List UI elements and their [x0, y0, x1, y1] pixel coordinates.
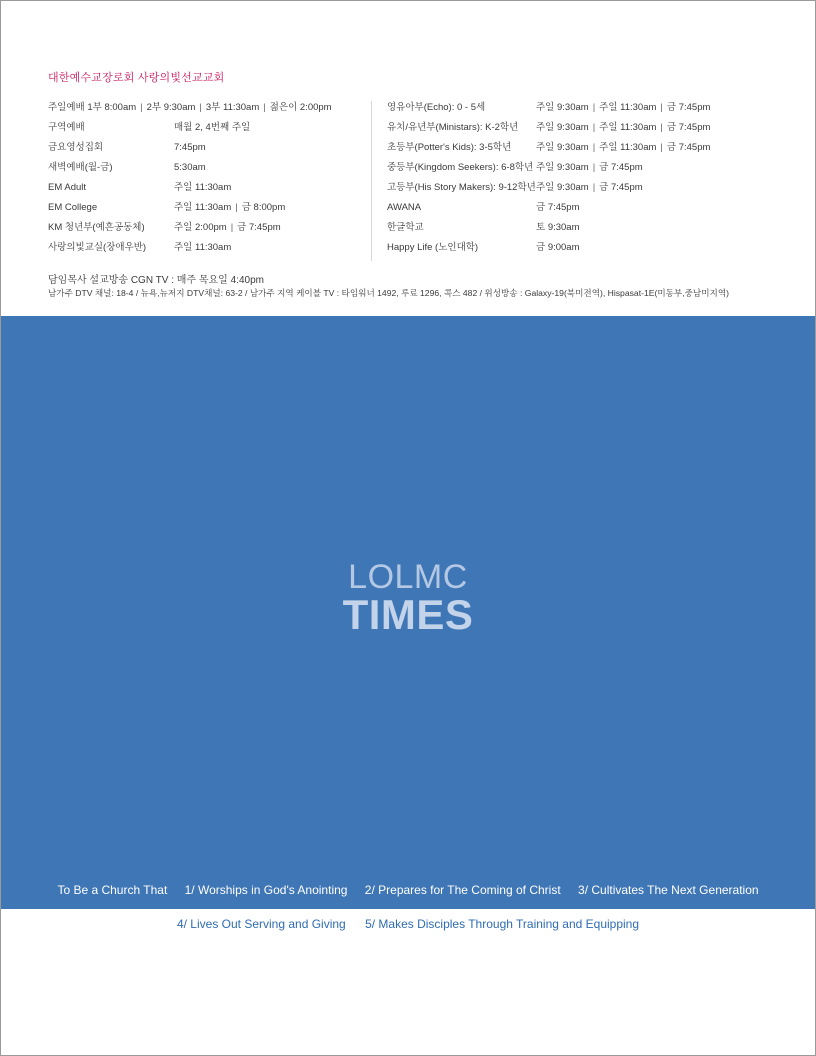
- schedule-times: [536, 141, 710, 161]
- logo-line-2: TIMES: [342, 591, 474, 638]
- separator: |: [592, 102, 596, 113]
- schedule-time: 주일 2:00pm: [174, 222, 227, 233]
- schedule-time: 금 7:45pm: [599, 182, 643, 193]
- cover-band: [1, 316, 815, 909]
- schedule-time: 금 7:45pm: [237, 222, 281, 233]
- schedule-time: 금 7:45pm: [666, 122, 711, 133]
- schedule-label: 초등부(Potter's Kids): 3-5학년: [387, 142, 512, 153]
- schedule-times: [174, 241, 231, 261]
- schedule-time: 금 9:00am: [536, 242, 580, 253]
- schedule-label: 영유아부(Echo): 0 - 5세: [387, 102, 486, 113]
- separator: |: [199, 102, 202, 113]
- mission-line-1: [1, 883, 815, 897]
- schedule-row: [387, 221, 787, 241]
- schedule-time: 주일 9:30am: [536, 102, 589, 113]
- schedule-time: 금 8:00pm: [241, 202, 286, 213]
- separator: |: [592, 162, 596, 173]
- schedule-row: [387, 241, 787, 261]
- schedule-row: [387, 101, 787, 121]
- schedule-times: [87, 101, 331, 121]
- schedule-time: 주일 9:30am: [536, 142, 589, 153]
- services-right: [387, 101, 787, 261]
- schedule-time: 5:30am: [174, 162, 206, 173]
- mission-line-2: [0, 917, 816, 931]
- separator: |: [263, 102, 266, 113]
- schedule-label: 주일예배: [48, 102, 85, 113]
- schedule-time: 주일 9:30am: [536, 122, 589, 133]
- schedule-times: [174, 221, 281, 241]
- separator: |: [660, 102, 663, 113]
- broadcast-info: 담임목사 설교방송 CGN TV : 매주 목요일 4:40pm: [48, 275, 264, 286]
- schedule-times: [536, 181, 643, 201]
- separator: |: [235, 202, 238, 213]
- schedule-row: [48, 181, 368, 201]
- schedule-time: 금 7:45pm: [536, 202, 580, 213]
- separator: |: [230, 222, 234, 233]
- schedule-label: AWANA: [387, 202, 422, 213]
- schedule-time: 1부 8:00am: [87, 102, 137, 113]
- schedule-row: [387, 181, 787, 201]
- schedule-times: [536, 221, 580, 241]
- church-name: 대한예수교장로회 사랑의빛선교교회: [48, 72, 225, 84]
- schedule-times: [174, 121, 250, 141]
- channel-info: 남가주 DTV 채널: 18-4 / 뉴욕,뉴저지 DTV채널: 63-2 / 남가주 지역 케이블 TV : 타임워너 1492, 루료 1296, 콕스 482 / 위성방송 : Galaxy-19(북미전역), Hispasat-1E(미동부,중남미지역): [48, 288, 729, 298]
- separator: |: [592, 182, 596, 193]
- schedule-time: 주일 11:30am: [174, 202, 232, 213]
- schedule-label: 유치/유년부(Ministars): K-2학년: [387, 122, 519, 133]
- schedule-times: [174, 161, 206, 181]
- schedule-time: 2부 9:30am: [146, 102, 196, 113]
- schedule-row: [48, 241, 368, 261]
- mission-item: 5/ Makes Disciples Through Training and Equipping: [365, 917, 640, 931]
- schedule-times: [536, 201, 580, 221]
- schedule-time: 매월 2, 4번째 주일: [174, 122, 251, 133]
- schedule-time: 7:45pm: [174, 142, 206, 153]
- mission-intro: To Be a Church That: [57, 883, 168, 897]
- mission-item: 3/ Cultivates The Next Generation: [578, 883, 759, 897]
- schedule-row: [48, 121, 368, 141]
- separator: |: [592, 142, 596, 153]
- schedule-row: [48, 201, 368, 221]
- schedule-times: [536, 241, 580, 261]
- schedule-label: 새벽예배(월-금): [48, 162, 113, 173]
- schedule-row: [48, 161, 368, 181]
- schedule-times: [536, 101, 710, 121]
- schedule-time: 3부 11:30am: [205, 102, 260, 113]
- schedule-times: [174, 181, 231, 201]
- schedule-time: 금 7:45pm: [599, 162, 643, 173]
- schedule-times: [536, 161, 643, 181]
- schedule-time: 주일 9:30am: [536, 162, 589, 173]
- schedule-row: [387, 161, 787, 181]
- schedule-label: 한글학교: [387, 222, 424, 233]
- schedule-time: 금 7:45pm: [666, 142, 711, 153]
- schedule-label: 금요영성집회: [48, 142, 104, 153]
- mission-item: 1/ Worships in God's Anointing: [184, 883, 348, 897]
- schedule-time: 주일 11:30am: [599, 122, 657, 133]
- schedule-row: [48, 141, 368, 161]
- separator: |: [660, 142, 663, 153]
- separator: |: [660, 122, 663, 133]
- mission-item: 2/ Prepares for The Coming of Christ: [364, 883, 561, 897]
- schedule-time: 주일 11:30am: [599, 142, 657, 153]
- schedule-row: [387, 121, 787, 141]
- schedule-label: Happy Life (노인대학): [387, 242, 479, 253]
- separator: |: [592, 122, 596, 133]
- logo-line-1: LOLMC: [348, 558, 468, 596]
- schedule-time: 주일 11:30am: [599, 102, 657, 113]
- schedule-time: 젊은이 2:00pm: [269, 102, 332, 113]
- schedule-times: [174, 201, 285, 221]
- schedule-times: [536, 121, 710, 141]
- services-left: [48, 101, 368, 261]
- column-divider: [371, 101, 372, 261]
- separator: |: [140, 102, 143, 113]
- schedule-time: 토 9:30am: [536, 222, 580, 233]
- schedule-row: [48, 221, 368, 241]
- schedule-time: 금 7:45pm: [666, 102, 711, 113]
- schedule-time: 주일 11:30am: [174, 182, 232, 193]
- schedule-row: [387, 201, 787, 221]
- schedule-label: 중등부(Kingdom Seekers): 6-8학년: [387, 162, 534, 173]
- schedule-row: [48, 101, 368, 121]
- schedule-label: 구역예배: [48, 122, 85, 133]
- mission-item: 4/ Lives Out Serving and Giving: [176, 917, 346, 931]
- schedule-label: EM Adult: [48, 182, 87, 193]
- schedule-label: 고등부(His Story Makers): 9-12학년: [387, 182, 536, 193]
- schedule-time: 주일 11:30am: [174, 242, 232, 253]
- schedule-label: 사랑의빛교실(장애우반): [48, 242, 147, 253]
- schedule-label: EM College: [48, 202, 98, 213]
- schedule-time: 주일 9:30am: [536, 182, 589, 193]
- schedule-times: [174, 141, 206, 161]
- schedule-row: [387, 141, 787, 161]
- schedule-label: KM 청년부(예흔공동체): [48, 222, 145, 233]
